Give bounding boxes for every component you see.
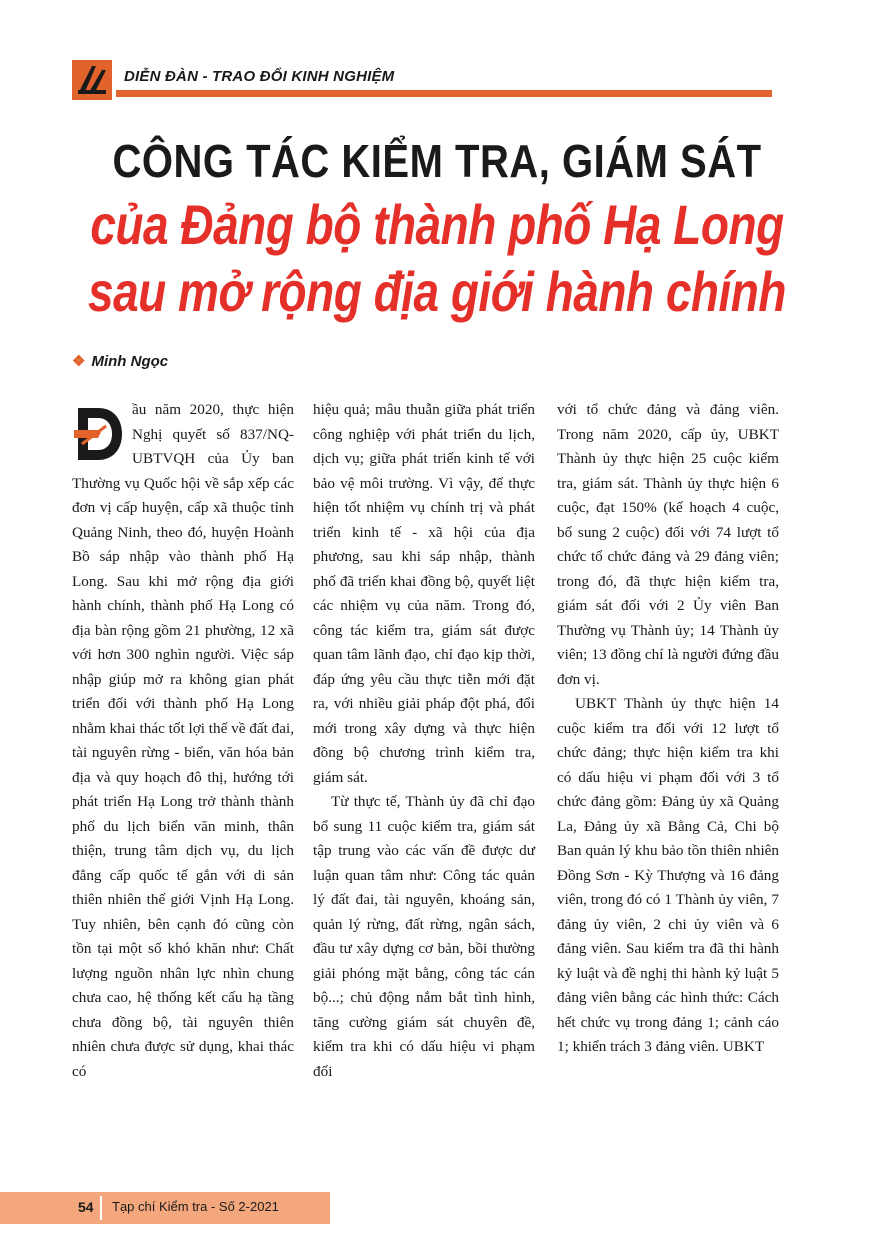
author-name: Minh Ngọc (91, 353, 169, 370)
letter-d-dropcap-icon (72, 404, 124, 464)
article-title-line-3: sau mở rộng địa giới hành chính (88, 260, 786, 324)
footer-divider (100, 1196, 102, 1220)
article-title-line-1: CÔNG TÁC KIỂM TRA, GIÁM SÁT (112, 136, 762, 188)
paragraph: ầu năm 2020, thực hiện Nghị quyết số 837/NQ-UBTVQH của Ủy ban Thường vụ Quốc hội về sắp xếp các đơn vị cấp huyện, cấp xã thuộc tỉnh Quảng Ninh, theo đó, huyện Hoành Bồ sáp nhập vào thành phố Hạ Long. Sau khi mở rộng địa giới hành chính, thành phố Hạ Long có địa bàn rộng gồm 21 phường, 12 xã với hơn 300 nghìn người. Việc sáp nhập giúp mở ra không gian phát triển đối với thành phố Hạ Long nhằm khai thác tốt lợi thế về đất đai, tài nguyên rừng - biển, văn hóa bản địa và quy hoạch đô thị, hướng tới phát triển Hạ Long trở thành thành phố du lịch biển văn minh, thân thiện, trung tâm dịch vụ, du lịch đẳng cấp quốc tế gắn với di sản thiên nhiên thế giới Vịnh Hạ Long. Tuy nhiên, bên cạnh đó cũng còn tồn tại một số khó khăn như: Chất lượng nguồn nhân lực nhìn chung chưa cao, hệ thống kết cấu hạ tầng chưa đồng bộ, tài nguyên thiên nhiên chưa được sử dụng, khai thác có (72, 401, 294, 1080)
paragraph: Từ thực tế, Thành ủy đã chỉ đạo bổ sung 11 cuộc kiểm tra, giám sát tập trung vào các vấn đề được dư luận quan tâm như: Công tác quản lý đất đai, tài nguyên, khoáng sản, quản lý rừng, đất rừng, ngân sách, đầu tư xây dựng cơ bản, bồi thường giải phóng mặt bằng, công tác cán bộ...; chủ động nắm bắt tình hình, tăng cường giám sát chuyên đề, kiểm tra khi có dấu hiệu vi phạm đối (313, 793, 535, 1080)
paragraph: UBKT Thành ủy thực hiện 14 cuộc kiểm tra đối với 12 lượt tổ chức đảng; thực hiện kiểm tra khi có dấu hiệu vi phạm đối với 3 tổ chức đảng gồm: Đảng ủy xã Quảng La, Đảng ủy xã Bằng Cả, Chi bộ Ban quản lý khu bảo tồn thiên nhiên Đồng Sơn - Kỳ Thượng và 16 đảng viên, trong đó có 1 Thành ủy viên, 7 đảng ủy viên, 2 chi ủy viên và 6 đảng viên. Sau kiểm tra đã thi hành kỷ luật và đề nghị thi hành kỷ luật 5 đảng viên bằng các hình thức: Cách hết chức vụ trong đảng 1; cảnh cáo 1; khiển trách 3 đảng viên. UBKT (557, 695, 779, 1055)
page-number: 54 (78, 1199, 94, 1215)
author-bullet-icon: ❖ (72, 353, 86, 370)
section-header (72, 60, 772, 100)
paragraph: hiệu quả; mâu thuẫn giữa phát triển công nghiệp với phát triển du lịch, dịch vụ; giữa phát triển kinh tế với bảo vệ môi trường. Vì vậy, để thực hiện tốt nhiệm vụ chính trị và phát triển kinh tế - xã hội của địa phương, sau khi sáp nhập, thành phố đã triển khai đồng bộ, quyết liệt các nhiệm vụ của năm. Trong đó, công tác kiểm tra, giám sát được quan tâm lãnh đạo, chỉ đạo kịp thời, đáp ứng yêu cầu thực tiễn mới đặt ra, với nhiều giải pháp đột phá, đổi mới trong xây dựng và thực hiện đồng bộ chương trình kiểm tra, giám sát. (313, 401, 535, 786)
article-column-1 (72, 398, 294, 1084)
paragraph: với tổ chức đảng và đảng viên. Trong năm 2020, cấp ủy, UBKT Thành ủy thực hiện 25 cuộc kiểm tra, giám sát. Thành ủy thực hiện 6 cuộc, đạt 150% (kế hoạch 4 cuộc, bổ sung 2 cuộc) đối với 74 lượt tổ chức tổ chức đảng và 29 đảng viên; trong đó, đã thực hiện kiểm tra, giám sát đối với 2 Ủy viên Ban Thường vụ Thành ủy; 14 Thành ủy viên; 13 đồng chí là người đứng đầu đơn vị. (557, 401, 779, 688)
article-title-line-2: của Đảng bộ thành phố Hạ Long (90, 193, 784, 257)
article-column-3 (557, 398, 779, 1060)
section-rule (116, 90, 772, 97)
magazine-name: Tạp chí Kiểm tra - Số 2-2021 (112, 1199, 279, 1214)
magazine-logo-icon (72, 60, 112, 100)
article-column-2 (313, 398, 535, 1084)
section-label: DIỄN ĐÀN - TRAO ĐỔI KINH NGHIỆM (124, 68, 395, 85)
author-byline (72, 352, 168, 370)
